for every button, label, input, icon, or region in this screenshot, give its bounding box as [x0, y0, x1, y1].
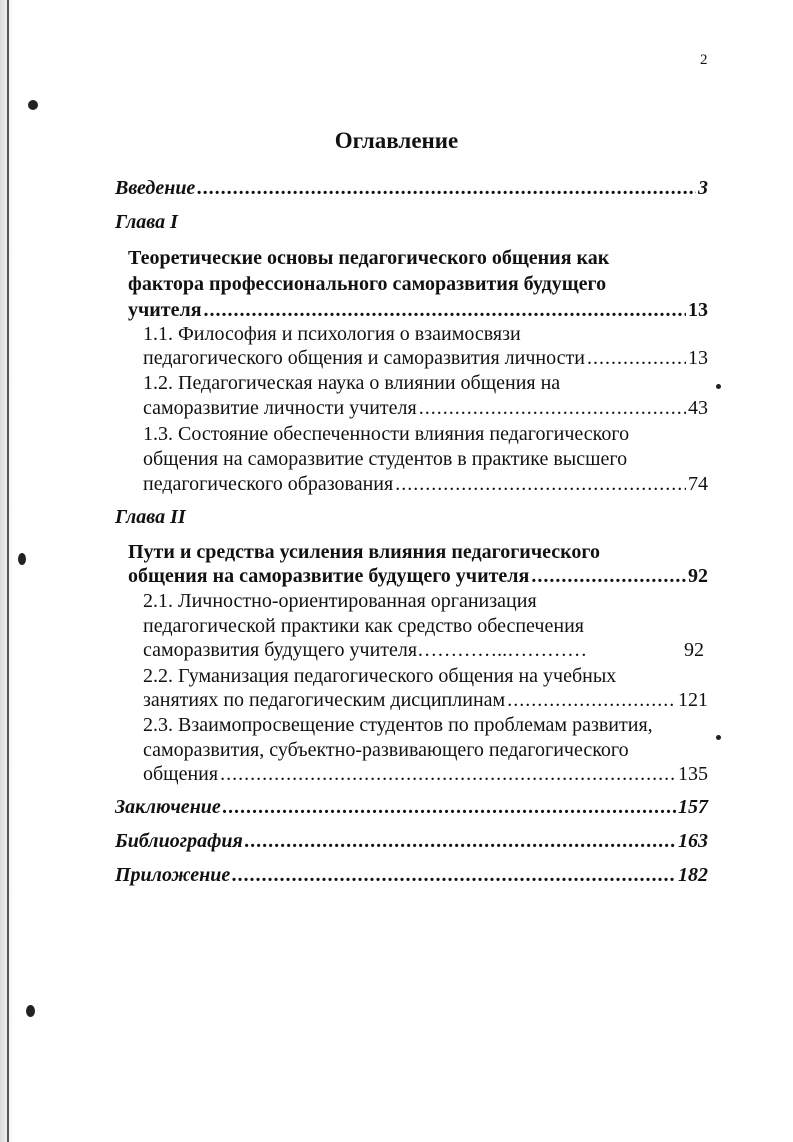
dot-leader	[531, 564, 686, 588]
toc-entry-page: 74	[688, 473, 708, 495]
dot-leader	[232, 863, 676, 887]
chapter-heading-line: общения на саморазвитие будущего учителя	[128, 565, 530, 587]
toc-entry-label: Библиография	[115, 830, 243, 852]
section-line: 1.3. Состояние обеспеченности влияния педагогического	[143, 423, 630, 445]
section-line: педагогической практики как средство обеспечения	[143, 615, 584, 637]
toc-entry-section-1-2[interactable]	[143, 396, 708, 420]
dot-leader	[245, 829, 676, 853]
dot-leader	[395, 472, 686, 496]
section-line: саморазвития, субъектно-развивающего педагогического	[143, 739, 629, 761]
toc-entry-section-2-3[interactable]	[143, 762, 708, 786]
dot-leader	[204, 298, 686, 322]
section-line: общения	[143, 763, 219, 785]
section-line: 2.1. Личностно-ориентированная организация	[143, 590, 537, 612]
toc-entry-page: 13	[688, 299, 708, 321]
section-line: саморазвития будущего учителя…………..…………	[143, 639, 588, 661]
chapter-heading-line: фактора профессионального саморазвития будущего	[128, 273, 607, 295]
toc-entry-page: 163	[678, 830, 708, 852]
chapter-heading-line: Теоретические основы педагогического общения как	[128, 247, 610, 269]
toc-entry-label: Введение	[115, 177, 196, 199]
section-line: 1.2. Педагогическая наука о влиянии общения на	[143, 372, 561, 394]
toc-entry-bibliography[interactable]	[115, 829, 708, 853]
section-line: саморазвитие личности учителя	[143, 397, 417, 419]
toc-entry-section-1-1[interactable]	[143, 346, 708, 370]
scan-speck	[716, 384, 721, 389]
toc-entry-section-2-2[interactable]	[143, 688, 708, 712]
chapter-label: Глава I	[115, 211, 178, 233]
toc-entry-page: 43	[688, 397, 708, 419]
toc-entry-page: 135	[678, 763, 708, 785]
chapter-label: Глава II	[115, 506, 186, 528]
section-line: 1.1. Философия и психология о взаимосвязи	[143, 323, 521, 345]
dot-leader	[419, 396, 686, 420]
section-line: 2.2. Гуманизация педагогического общения на учебных	[143, 665, 617, 687]
section-line: занятиях по педагогическим дисциплинам	[143, 689, 506, 711]
toc-entry-section-2-1[interactable]	[143, 638, 708, 662]
toc-entry-conclusion[interactable]	[115, 795, 708, 819]
scan-speck	[716, 735, 721, 740]
toc-entry-page: 92	[688, 565, 708, 587]
toc-entry-section-1-3[interactable]	[143, 472, 708, 496]
section-line: педагогического образования	[143, 473, 394, 495]
toc-entry-page: 157	[678, 796, 708, 818]
toc-entry-appendix[interactable]	[115, 863, 708, 887]
toc-entry-label: Приложение	[115, 864, 231, 886]
dot-leader	[220, 762, 676, 786]
scan-speck	[18, 553, 26, 565]
dot-leader	[587, 346, 686, 370]
toc-entry-label: Заключение	[115, 796, 221, 818]
section-line: педагогического общения и саморазвития личности	[143, 347, 585, 369]
page-number: 2	[700, 52, 708, 68]
toc-entry-page: 182	[678, 864, 708, 886]
toc-entry-chapter1[interactable]	[128, 298, 708, 322]
scan-binding-line	[7, 0, 9, 1142]
section-line: общения на саморазвитие студентов в практике высшего	[143, 448, 628, 470]
toc-entry-page: 121	[678, 689, 708, 711]
toc-entry-page: 92	[684, 639, 704, 661]
toc-entry-page: 13	[688, 347, 708, 369]
toc-entry-chapter2[interactable]	[128, 564, 708, 588]
dot-leader	[197, 176, 696, 200]
toc-title: Оглавление	[334, 128, 459, 153]
chapter-heading-line: учителя	[128, 299, 202, 321]
chapter-heading-line: Пути и средства усиления влияния педагогического	[128, 541, 600, 563]
dot-leader	[507, 688, 676, 712]
dot-leader	[223, 795, 676, 819]
scan-speck	[26, 1005, 35, 1017]
toc-entry-page: 3	[698, 177, 708, 199]
toc-entry-intro[interactable]	[115, 176, 708, 200]
scan-speck	[28, 100, 38, 110]
section-line: 2.3. Взаимопросвещение студентов по проблемам развития,	[143, 714, 653, 736]
